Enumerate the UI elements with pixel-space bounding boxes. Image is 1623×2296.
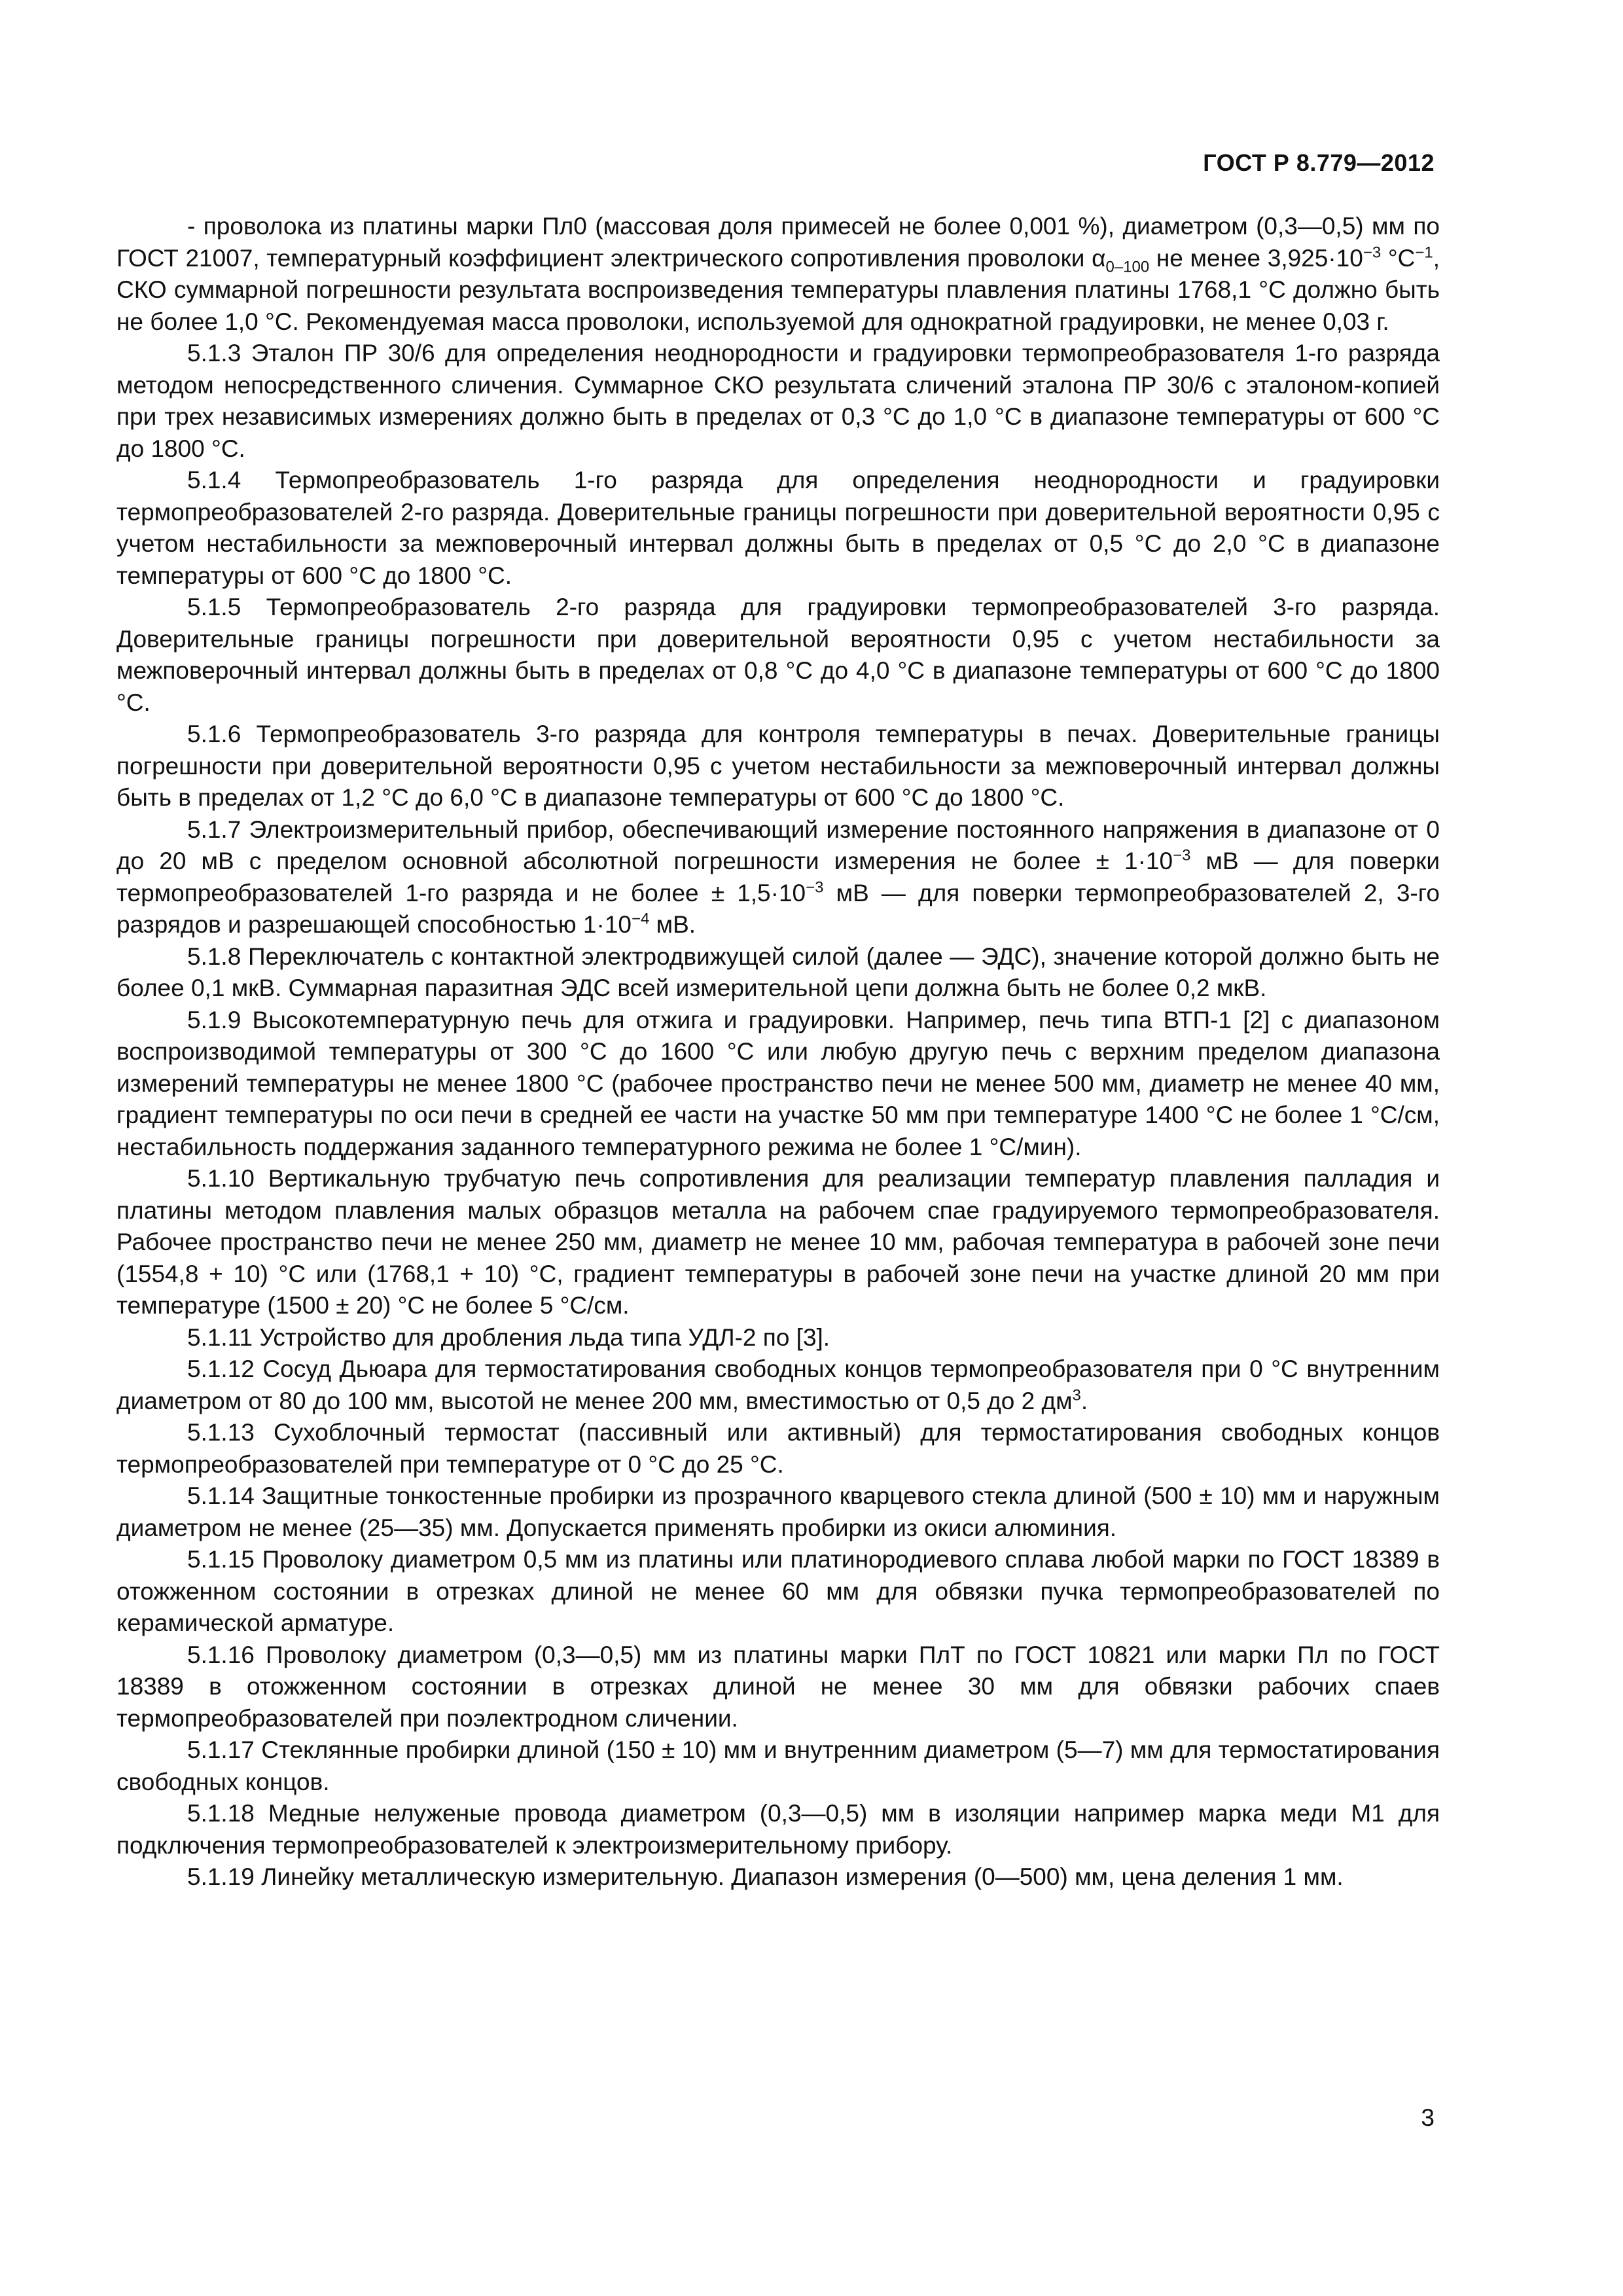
paragraph-5-1-11: 5.1.11 Устройство для дробления льда типа УДЛ-2 по [3].: [187, 1323, 830, 1351]
paragraph-5-1-12: [116, 1354, 1440, 1417]
paragraph-text: °С: [1381, 244, 1416, 272]
paragraph-5-1-10: 5.1.10 Вертикальную трубчатую печь сопротивления для реализации температур плавления палладия и платины методом плавления малых образцов металла на рабочем спае градуируемого термопреобразователя. Рабочее пространство печи не менее 250 мм, диаметр не менее 10 мм, рабочая температура в рабочей зоне печи (1554,8 + 10) °С или (1768,1 + 10) °С, градиент температуры в рабочей зоне печи на участке длиной 20 мм при температуре (1500 ± 20) °С не более 5 °С/см.: [116, 1165, 1440, 1319]
superscript: −3: [1173, 846, 1191, 865]
paragraph-5-1-4: 5.1.4 Термопреобразователь 1-го разряда для определения неоднородности и градуировки термопреобразователей 2-го разряда. Доверительные границы погрешности при доверительной вероятности 0,95 с учетом нестабильности за межповерочный интервал должны быть в пределах от 0,5 °С до 2,0 °С в диапазоне температуры от 600 °С до 1800 °С.: [116, 467, 1440, 589]
paragraph-text: , СКО суммарной погрешности результата воспроизведения температуры плавления платины 1768,1 °С должно быть не более 1,0 °С. Рекомендуемая масса проволоки, используемой для однократной градуировки, не менее 0,03 г.: [116, 244, 1440, 335]
paragraph-5-1-6: 5.1.6 Термопреобразователь 3-го разряда для контроля температуры в печах. Доверительные границы погрешности при доверительной вероятности 0,95 с учетом нестабильности за межповерочный интервал должны быть в пределах от 1,2 °С до 6,0 °С в диапазоне температуры от 600 °С до 1800 °С.: [116, 721, 1440, 811]
paragraph-text: мВ.: [649, 911, 696, 938]
paragraph-5-1-7: [116, 814, 1440, 941]
paragraph-5-1-14: 5.1.14 Защитные тонкостенные пробирки из прозрачного кварцевого стекла длиной (500 ± 10) мм и наружным диаметром не менее (25—35) мм. Допускается применять пробирки из окиси алюминия.: [116, 1482, 1440, 1541]
paragraph-text: 5.1.12 Сосуд Дьюара для термостатирования свободных концов термопреобразователя при 0 °С внутренним диаметром от 80 до 100 мм, высотой не менее 200 мм, вместимостью от 0,5 до 2 дм: [116, 1355, 1440, 1414]
paragraph-platinum-wire: [116, 211, 1440, 338]
paragraph-5-1-16: 5.1.16 Проволоку диаметром (0,3—0,5) мм из платины марки ПлТ по ГОСТ 10821 или марки Пл по ГОСТ 18389 в отожженном состоянии в отрезках длиной не менее 30 мм для обвязки рабочих спаев термопреобразователей при поэлектродном сличении.: [116, 1641, 1440, 1732]
paragraph-5-1-18: 5.1.18 Медные нелуженые провода диаметром (0,3—0,5) мм в изоляции например марка меди М1 для подключения термопреобразователей к электроизмерительному прибору.: [116, 1800, 1440, 1859]
paragraph-5-1-19: 5.1.19 Линейку металлическую измерительную. Диапазон измерения (0—500) мм, цена деления 1 мм.: [187, 1863, 1344, 1890]
paragraph-5-1-17: 5.1.17 Стеклянные пробирки длиной (150 ± 10) мм и внутренним диаметром (5—7) мм для термостатирования свободных концов.: [116, 1736, 1440, 1795]
superscript: −1: [1415, 243, 1433, 262]
paragraph-5-1-3: 5.1.3 Эталон ПР 30/6 для определения неоднородности и градуировки термопреобразователя 1-го разряда методом непосредственного сличения. Суммарное СКО результата сличений эталона ПР 30/6 с эталоном-копией при трех независимых измерениях должно быть в пределах от 0,3 °С до 1,0 °С в диапазоне температуры от 600 °С до 1800 °С.: [116, 340, 1440, 462]
paragraph-5-1-13: 5.1.13 Сухоблочный термостат (пассивный или активный) для термостатирования свободных концов термопреобразователей при температуре от 0 °С до 25 °С.: [116, 1419, 1440, 1478]
page-number: 3: [1421, 2104, 1435, 2131]
paragraph-text: мВ — для поверки термопреобразователей 2, 3-го разрядов и разрешающей способностью 1·10: [116, 879, 1440, 938]
paragraph-text: мВ — для поверки термопреобразователей 1-го разряда и не более ± 1,5·10: [116, 848, 1440, 906]
paragraph-5-1-5: 5.1.5 Термопреобразователь 2-го разряда для градуировки термопреобразователей 3-го разряда. Доверительные границы погрешности при доверительной вероятности 0,95 с учетом нестабильности за межповерочный интервал должны быть в пределах от 0,8 °С до 4,0 °С в диапазоне температуры от 600 °С до 1800 °С.: [116, 594, 1440, 716]
subscript: 0–100: [1105, 257, 1150, 276]
document-body: [116, 211, 1440, 1893]
superscript: −4: [632, 910, 650, 928]
paragraph-text: .: [1080, 1387, 1088, 1414]
superscript: −3: [1363, 243, 1382, 262]
paragraph-text: - проволока из платины марки Пл0 (массовая доля примесей не более 0,001 %), диаметром (0,3—0,5) мм по ГОСТ 21007, температурный коэффициент электрического сопротивления проволоки α: [116, 213, 1440, 272]
paragraph-text: не менее 3,925·10: [1149, 244, 1363, 272]
superscript: 3: [1072, 1386, 1081, 1405]
paragraph-text: 5.1.7 Электроизмерительный прибор, обеспечивающий измерение постоянного напряжения в диапазоне от 0 до 20 мВ с пределом основной абсолютной погрешности измерения не более ± 1·10: [116, 816, 1440, 874]
superscript: −3: [806, 878, 824, 897]
paragraph-5-1-9: 5.1.9 Высокотемпературную печь для отжига и градуировки. Например, печь типа ВТП-1 [2] с диапазоном воспроизводимой температуры от 300 °С до 1600 °С или любую другую печь с верхним пределом диапазона измерений температуры не менее 1800 °С (рабочее пространство печи не менее 500 мм, диаметр не менее 40 мм, градиент температуры по оси печи в средней ее части на участке 50 мм при температуре 1400 °С не более 1 °С/см, нестабильность поддержания заданного температурного режима не более 1 °С/мин).: [116, 1006, 1440, 1160]
paragraph-5-1-15: 5.1.15 Проволоку диаметром 0,5 мм из платины или платинородиевого сплава любой марки по ГОСТ 18389 в отожженном состоянии в отрезках длиной не менее 60 мм для обвязки пучка термопреобразователей по керамической арматуре.: [116, 1546, 1440, 1636]
document-code: ГОСТ Р 8.779—2012: [1203, 149, 1435, 176]
paragraph-5-1-8: 5.1.8 Переключатель с контактной электродвижущей силой (далее — ЭДС), значение которой должно быть не более 0,1 мкВ. Суммарная паразитная ЭДС всей измерительной цепи должна быть не более 0,2 мкВ.: [116, 942, 1440, 1001]
